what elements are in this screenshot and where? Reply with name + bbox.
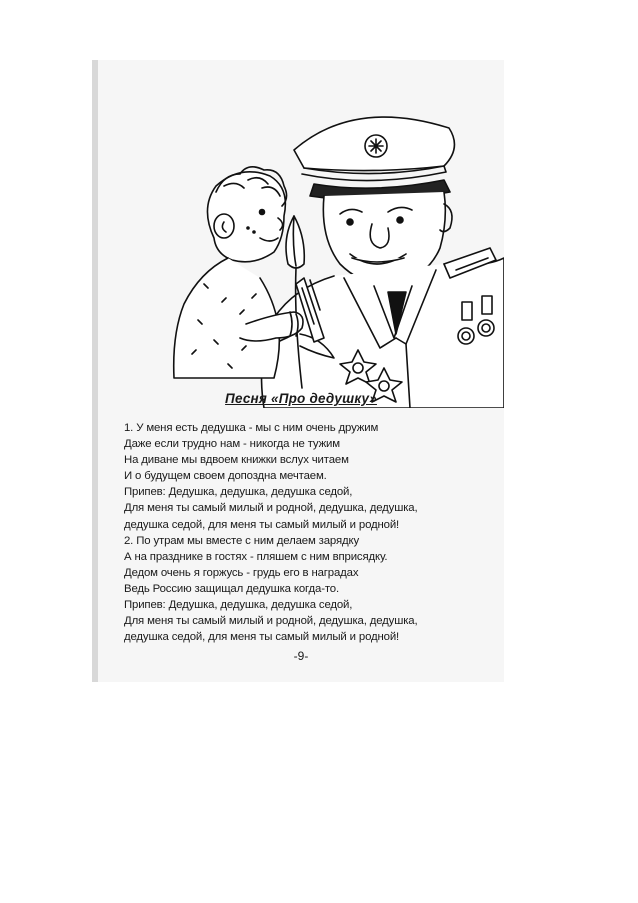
- lyric-line: Ведь Россию защищал дедушка когда-то.: [124, 582, 339, 595]
- lyric-line: 1. У меня есть дедушка - мы с ним очень дружим: [124, 422, 379, 434]
- lyric-line: 2. По утрам мы вместе с ним делаем зарядку: [124, 534, 359, 547]
- lyric-line: И о будущем своем допоздна мечтаем.: [124, 470, 327, 483]
- lyric-line: На диване мы вдвоем книжки вслух читаем: [124, 454, 349, 467]
- book-page: [92, 60, 504, 682]
- lyric-line: Даже если трудно нам - никогда не тужим: [124, 438, 340, 451]
- lyric-line: Припев: Дедушка, дедушка, дедушка седой,: [124, 486, 353, 499]
- lyric-line: Для меня ты самый милый и родной, дедушка, дедушка,: [124, 615, 418, 628]
- lyric-line: Дедом очень я горжусь - грудь его в наградах: [124, 566, 359, 579]
- lyric-line: А на празднике в гостях - пляшем с ним вприсядку.: [124, 550, 388, 563]
- lyric-line: Припев: Дедушка, дедушка, дедушка седой,: [124, 599, 353, 612]
- page-number: -9-: [293, 649, 309, 663]
- song-lyrics: [124, 420, 504, 645]
- lyric-line: дедушка седой, для меня ты самый милый и родной!: [124, 518, 400, 531]
- song-title: Песня «Про дедушку»: [225, 391, 377, 406]
- lyric-line: Для меня ты самый милый и родной, дедушка, дедушка,: [124, 502, 418, 515]
- lyric-line: дедушка седой, для меня ты самый милый и родной!: [124, 631, 400, 644]
- boy-and-veteran-illustration: [144, 88, 504, 408]
